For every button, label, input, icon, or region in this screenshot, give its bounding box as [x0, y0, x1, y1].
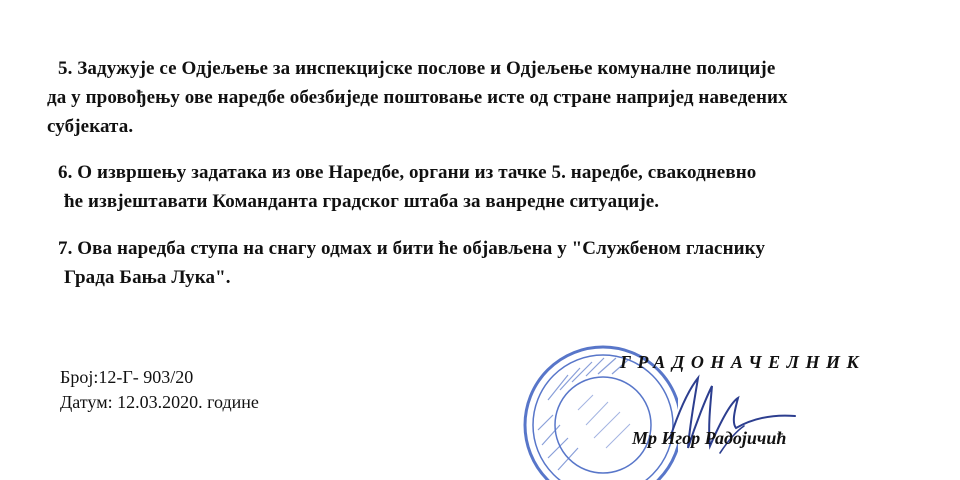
paragraph-5-line-3: субјеката. — [47, 116, 134, 137]
document-date: Датум: 12.03.2020. године — [60, 392, 259, 412]
paragraph-6 — [58, 158, 756, 216]
mayor-name: Мр Игор Радојичић — [632, 428, 787, 448]
paragraph-5-line-2: да у провођењу ове наредбе обезбиједе поштовање исте од стране напријед наведених — [47, 87, 788, 108]
document-number: Број:12-Г- 903/20 — [60, 367, 194, 387]
paragraph-5-line-1: 5. Задужује се Одјељење за инспекцијске послове и Одјељење комуналне полиције — [58, 58, 776, 79]
mayor-title: ГРАДОНАЧЕЛНИК — [620, 352, 866, 372]
paragraph-6-line-2: ће извјештавати Команданта градског штаба за ванредне ситуације. — [64, 191, 660, 212]
paragraph-7 — [58, 234, 765, 292]
paragraph-7-line-2: Града Бања Лука". — [64, 267, 231, 288]
paragraph-7-line-1: 7. Ова наредба ступа на снагу одмах и бити ће објављена у "Службеном гласнику — [58, 238, 766, 259]
paragraph-5 — [47, 54, 788, 141]
paragraph-6-line-1: 6. О извршењу задатака из ове Наредбе, органи из тачке 5. наредбе, свакодневно — [58, 162, 757, 183]
